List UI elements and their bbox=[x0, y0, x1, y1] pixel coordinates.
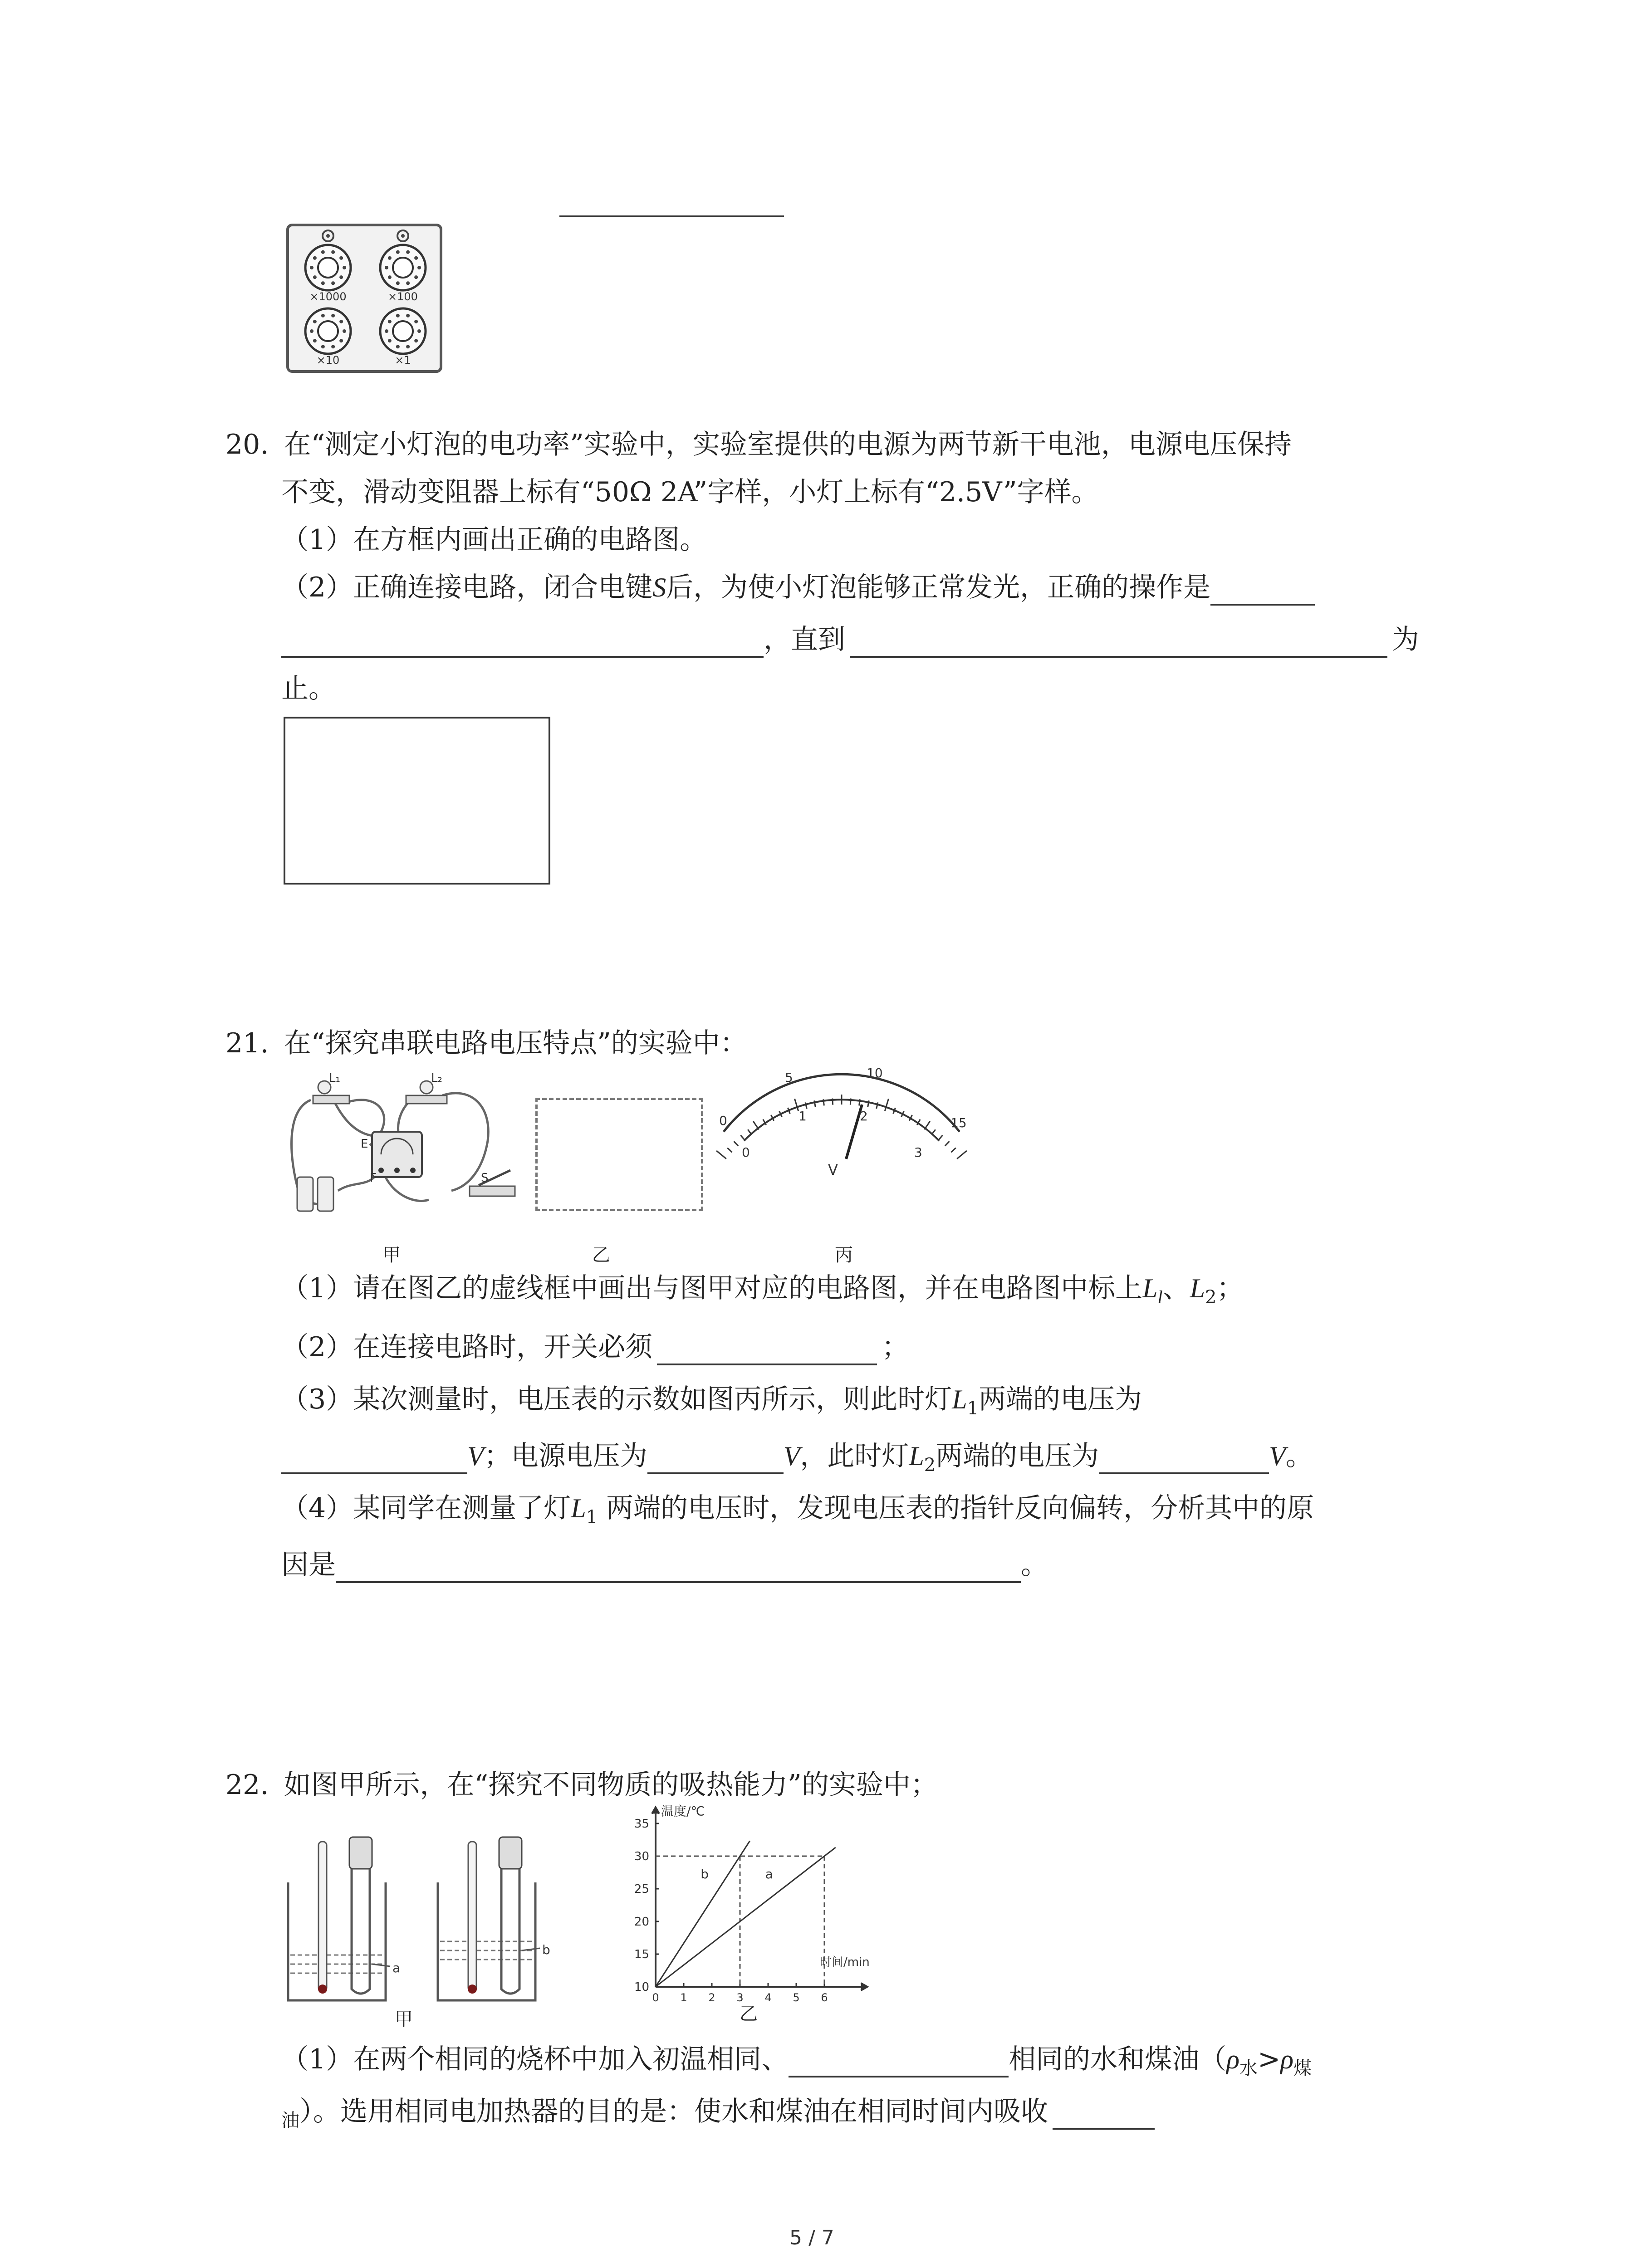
q21-circuit-figure-jia bbox=[279, 1068, 533, 1218]
chart-x-tick-label: 2 bbox=[708, 1991, 715, 2004]
q20-line2: 不变，滑动变阻器上标有“50Ω 2A”字样，小灯上标有“2.5V”字样。 bbox=[281, 476, 1099, 508]
q21-blank-l1-voltage[interactable] bbox=[281, 1443, 467, 1474]
q21-label-jia: 甲 bbox=[382, 1245, 401, 1266]
q21-blank-switch[interactable] bbox=[657, 1334, 877, 1365]
voltmeter-tick bbox=[951, 1148, 956, 1153]
q22-intro: 22. 如图甲所示，在“探究不同物质的吸热能力”的实验中； bbox=[225, 1769, 938, 1801]
q21-dashed-box-yi[interactable] bbox=[535, 1098, 703, 1211]
chart-x-arrow bbox=[861, 1983, 867, 1990]
chart-y-axis-label: 温度/℃ bbox=[661, 1804, 705, 1819]
q22-beaker-label-a: a bbox=[392, 1960, 401, 1975]
chart-series-line-a bbox=[656, 1848, 836, 1987]
voltmeter-tick bbox=[945, 1141, 950, 1146]
vm-outer-tick-10: 10 bbox=[867, 1066, 883, 1080]
q20-blank-until[interactable] bbox=[850, 627, 1387, 658]
chart-y-tick-label: 20 bbox=[634, 1915, 649, 1929]
page-number: 5 / 7 bbox=[789, 2226, 834, 2249]
q21-blank-reason[interactable] bbox=[336, 1552, 1021, 1583]
q21-sub2: （2）在连接电路时，开关必须 ； bbox=[281, 1329, 909, 1365]
voltmeter-tick bbox=[727, 1148, 732, 1153]
q21-sub1: （1）请在图乙的虚线框中画出与图甲对应的电路图，并在电路图中标上$L_l$、$L_2$； bbox=[281, 1272, 1244, 1308]
q22-number: 22. bbox=[225, 1769, 269, 1801]
q22-label-jia: 甲 bbox=[395, 2009, 413, 2030]
voltmeter-tick bbox=[957, 1151, 967, 1159]
chart-y-tick-label: 30 bbox=[634, 1850, 649, 1863]
voltmeter-tick bbox=[931, 1129, 935, 1134]
voltmeter-tick bbox=[795, 1099, 798, 1111]
voltmeter-tick bbox=[850, 1099, 851, 1105]
chart-y-tick-label: 10 bbox=[634, 1980, 649, 1994]
q21-voltmeter-figure-bing bbox=[705, 1064, 978, 1182]
chart-x-tick-label: 3 bbox=[736, 1991, 744, 2004]
dial-label-x100: ×100 bbox=[388, 290, 418, 303]
voltmeter-tick bbox=[823, 1099, 824, 1105]
q21-label-yi: 乙 bbox=[592, 1245, 610, 1266]
voltmeter-tick bbox=[748, 1129, 751, 1134]
voltmeter-tick bbox=[885, 1099, 888, 1111]
q21-sub4-cont: 因是 。 bbox=[281, 1547, 1048, 1583]
vm-inner-tick-3: 3 bbox=[914, 1145, 922, 1160]
q22-beakers-figure-jia bbox=[281, 1828, 554, 2005]
q20-number: 20. bbox=[225, 429, 269, 460]
chart-y-arrow bbox=[652, 1807, 659, 1813]
vm-inner-tick-1: 1 bbox=[798, 1109, 807, 1124]
voltmeter-tick bbox=[740, 1135, 745, 1140]
dial-label-x10: ×10 bbox=[316, 354, 340, 367]
q20-blank-operation-a[interactable] bbox=[1210, 575, 1315, 606]
temperature-time-chart bbox=[617, 1803, 916, 2012]
q21-blank-l2-voltage[interactable] bbox=[1099, 1443, 1269, 1474]
voltmeter-tick bbox=[734, 1141, 738, 1146]
resistance-dial-3 bbox=[380, 308, 426, 354]
q21-label-bing: 丙 bbox=[835, 1245, 853, 1266]
q22-beaker-label-b: b bbox=[542, 1942, 550, 1957]
q20-sub2: （2）正确连接电路，闭合电键S后，为使小灯泡能够正常发光，正确的操作是 bbox=[281, 569, 1315, 606]
chart-x-tick-label: 0 bbox=[652, 1991, 659, 2004]
chart-y-tick-label: 35 bbox=[634, 1817, 649, 1831]
chart-x-axis-label: 时间/min bbox=[820, 1955, 870, 1969]
q21-number: 21. bbox=[225, 1027, 269, 1059]
chart-x-tick-label: 1 bbox=[680, 1991, 687, 2004]
voltmeter-tick bbox=[859, 1099, 860, 1105]
q21-blank-source-voltage[interactable] bbox=[647, 1443, 784, 1474]
vm-unit: V bbox=[828, 1161, 838, 1178]
voltmeter-tick bbox=[939, 1135, 943, 1140]
chart-x-tick-label: 4 bbox=[764, 1991, 772, 2004]
q21-sub3-cont: V；电源电压为 V，此时灯$L_2$两端的电压为 V。 bbox=[281, 1438, 1313, 1474]
q22-temperature-chart-yi bbox=[617, 1803, 916, 2012]
chart-y-tick-label: 15 bbox=[634, 1948, 649, 1961]
chart-y-tick-label: 25 bbox=[634, 1882, 649, 1896]
q20-sub1: （1）在方框内画出正确的电路图。 bbox=[281, 524, 707, 556]
q20-circuit-box[interactable] bbox=[284, 717, 550, 885]
chart-x-tick-label: 6 bbox=[821, 1991, 828, 2004]
q20-sub2-cont: ，直到 为 bbox=[281, 621, 1419, 658]
chart-series-label-b: b bbox=[700, 1866, 709, 1882]
voltmeter-tick bbox=[925, 1121, 930, 1129]
dial-label-x1: ×1 bbox=[395, 354, 411, 367]
dial-label-x1000: ×1000 bbox=[309, 290, 347, 303]
vm-outer-tick-0: 0 bbox=[719, 1113, 727, 1128]
resistance-dial-2 bbox=[305, 308, 351, 354]
q21-sub3: （3）某次测量时，电压表的示数如图丙所示，则此时灯$L_1$两端的电压为 bbox=[281, 1383, 1142, 1419]
q21-circuit-label-l1: L₁ bbox=[329, 1071, 340, 1085]
vm-inner-tick-2: 2 bbox=[860, 1109, 868, 1124]
q20-sub2-last: 止。 bbox=[281, 673, 336, 704]
q21-circuit-label-e: E bbox=[361, 1137, 368, 1151]
vm-inner-tick-0: 0 bbox=[742, 1145, 750, 1160]
q22-blank-mass[interactable] bbox=[789, 2047, 1009, 2077]
resistance-box-figure bbox=[285, 222, 444, 374]
q21-circuit-label-f: F bbox=[370, 1171, 377, 1185]
voltmeter-needle bbox=[846, 1105, 862, 1159]
q21-sub4: （4）某同学在测量了灯$L_1$ 两端的电压时，发现电压表的指针反向偏转，分析其中的原 bbox=[281, 1492, 1314, 1528]
q22-label-yi: 乙 bbox=[740, 2004, 758, 2024]
resistance-dial-0 bbox=[305, 245, 351, 290]
chart-series-label-a: a bbox=[765, 1866, 773, 1882]
chart-series-line-b bbox=[656, 1841, 750, 1987]
top-answer-line bbox=[559, 215, 784, 217]
q20-line1: 20. 在“测定小灯泡的电功率”实验中，实验室提供的电源为两节新干电池，电源电压保持 bbox=[225, 429, 1292, 460]
q21-circuit-label-l2: L₂ bbox=[431, 1071, 442, 1085]
vm-outer-tick-15: 15 bbox=[950, 1115, 967, 1130]
q20-blank-operation-b[interactable] bbox=[281, 627, 764, 658]
chart-x-tick-label: 5 bbox=[793, 1991, 800, 2004]
voltmeter-tick bbox=[753, 1121, 759, 1129]
q21-circuit-label-s: S bbox=[481, 1171, 489, 1185]
q22-sub1-cont: $_油$）。选用相同电加热器的目的是：使水和煤油在相同时间内吸收 bbox=[281, 2093, 1155, 2130]
q22-blank-heat[interactable] bbox=[1053, 2099, 1155, 2130]
q21-intro: 21. 在“探究串联电路电压特点”的实验中： bbox=[225, 1027, 747, 1059]
voltmeter-tick bbox=[716, 1151, 726, 1159]
resistance-dial-1 bbox=[380, 245, 426, 290]
vm-outer-tick-5: 5 bbox=[785, 1070, 793, 1085]
q22-sub1: （1）在两个相同的烧杯中加入初温相同、 相同的水和煤油（$\rho_水>\rho_煤$ bbox=[281, 2043, 1312, 2079]
